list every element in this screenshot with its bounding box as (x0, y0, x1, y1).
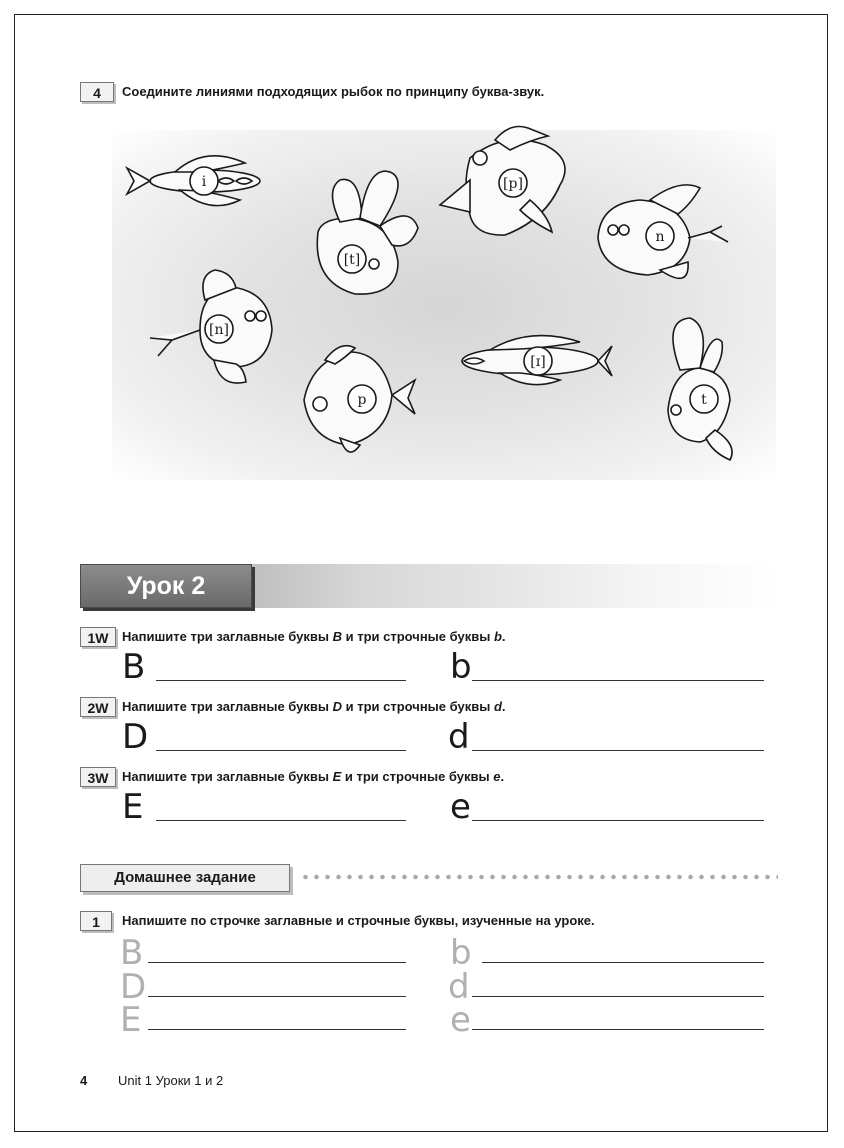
hw-writing-line-e[interactable] (472, 1029, 764, 1030)
writing-line-B[interactable] (156, 680, 406, 681)
fish-label-p: p (357, 392, 367, 408)
lesson-title: Урок 2 (80, 564, 252, 608)
task4-number: 4 (80, 82, 114, 102)
fish-label-p-sound: [p] (503, 176, 523, 192)
trace-letter-B: B (122, 647, 146, 687)
writing-line-e[interactable] (472, 820, 764, 821)
trace-letter-b: b (450, 647, 472, 687)
fish-label-n: n (655, 229, 665, 245)
fish-t[interactable] (668, 318, 732, 460)
homework-task-instruction: Напишите по строчке заглавные и строчные буквы, изученные на уроке. (122, 913, 595, 928)
fish-label-t: t (701, 392, 707, 408)
writing-line-d[interactable] (472, 750, 764, 751)
fish-label-n-sound: [n] (209, 322, 229, 338)
hw-letter-d: d (448, 967, 470, 1007)
writing-line-E[interactable] (156, 820, 406, 821)
task-3w-number: 3W (80, 767, 116, 787)
writing-line-D[interactable] (156, 750, 406, 751)
task-2w-number: 2W (80, 697, 116, 717)
fish-label-i: i (201, 174, 207, 190)
trace-letter-D: D (122, 717, 149, 757)
page-number: 4 (80, 1073, 88, 1088)
trace-letter-e: e (450, 787, 471, 827)
writing-line-b[interactable] (472, 680, 764, 681)
hw-writing-line-D[interactable] (148, 996, 406, 997)
task-2w-instruction: Напишите три заглавные буквы D и три строчные буквы d. (122, 699, 506, 714)
fish-i[interactable] (127, 156, 260, 206)
trace-letter-d: d (448, 717, 470, 757)
footer-unit-label: Unit 1 Уроки 1 и 2 (118, 1073, 224, 1088)
trace-letter-E: E (122, 787, 144, 827)
task-1w-instruction: Напишите три заглавные буквы B и три строчные буквы b. (122, 629, 506, 644)
hw-writing-line-d[interactable] (472, 996, 764, 997)
hw-letter-b: b (450, 933, 472, 973)
hw-letter-E: E (120, 1000, 142, 1040)
hw-letter-e: e (450, 1000, 471, 1040)
hw-letter-B: B (120, 933, 144, 973)
fish-label-t-sound: [t] (343, 252, 361, 268)
hw-writing-line-B[interactable] (148, 962, 406, 963)
hw-letter-D: D (120, 967, 147, 1007)
fish-label-i-sound: [ɪ] (530, 354, 546, 370)
task4-instruction: Соедините линиями подходящих рыбок по принципу буква-звук. (122, 84, 545, 99)
task-1w-number: 1W (80, 627, 116, 647)
homework-task-number: 1 (80, 911, 112, 931)
fish-t-sound[interactable] (317, 171, 418, 294)
homework-title: Домашнее задание (80, 864, 290, 892)
hw-writing-line-b[interactable] (482, 962, 764, 963)
homework-dotted-divider (300, 874, 778, 880)
task-3w-instruction: Напишите три заглавные буквы E и три строчные буквы e. (122, 769, 505, 784)
hw-writing-line-E[interactable] (148, 1029, 406, 1030)
